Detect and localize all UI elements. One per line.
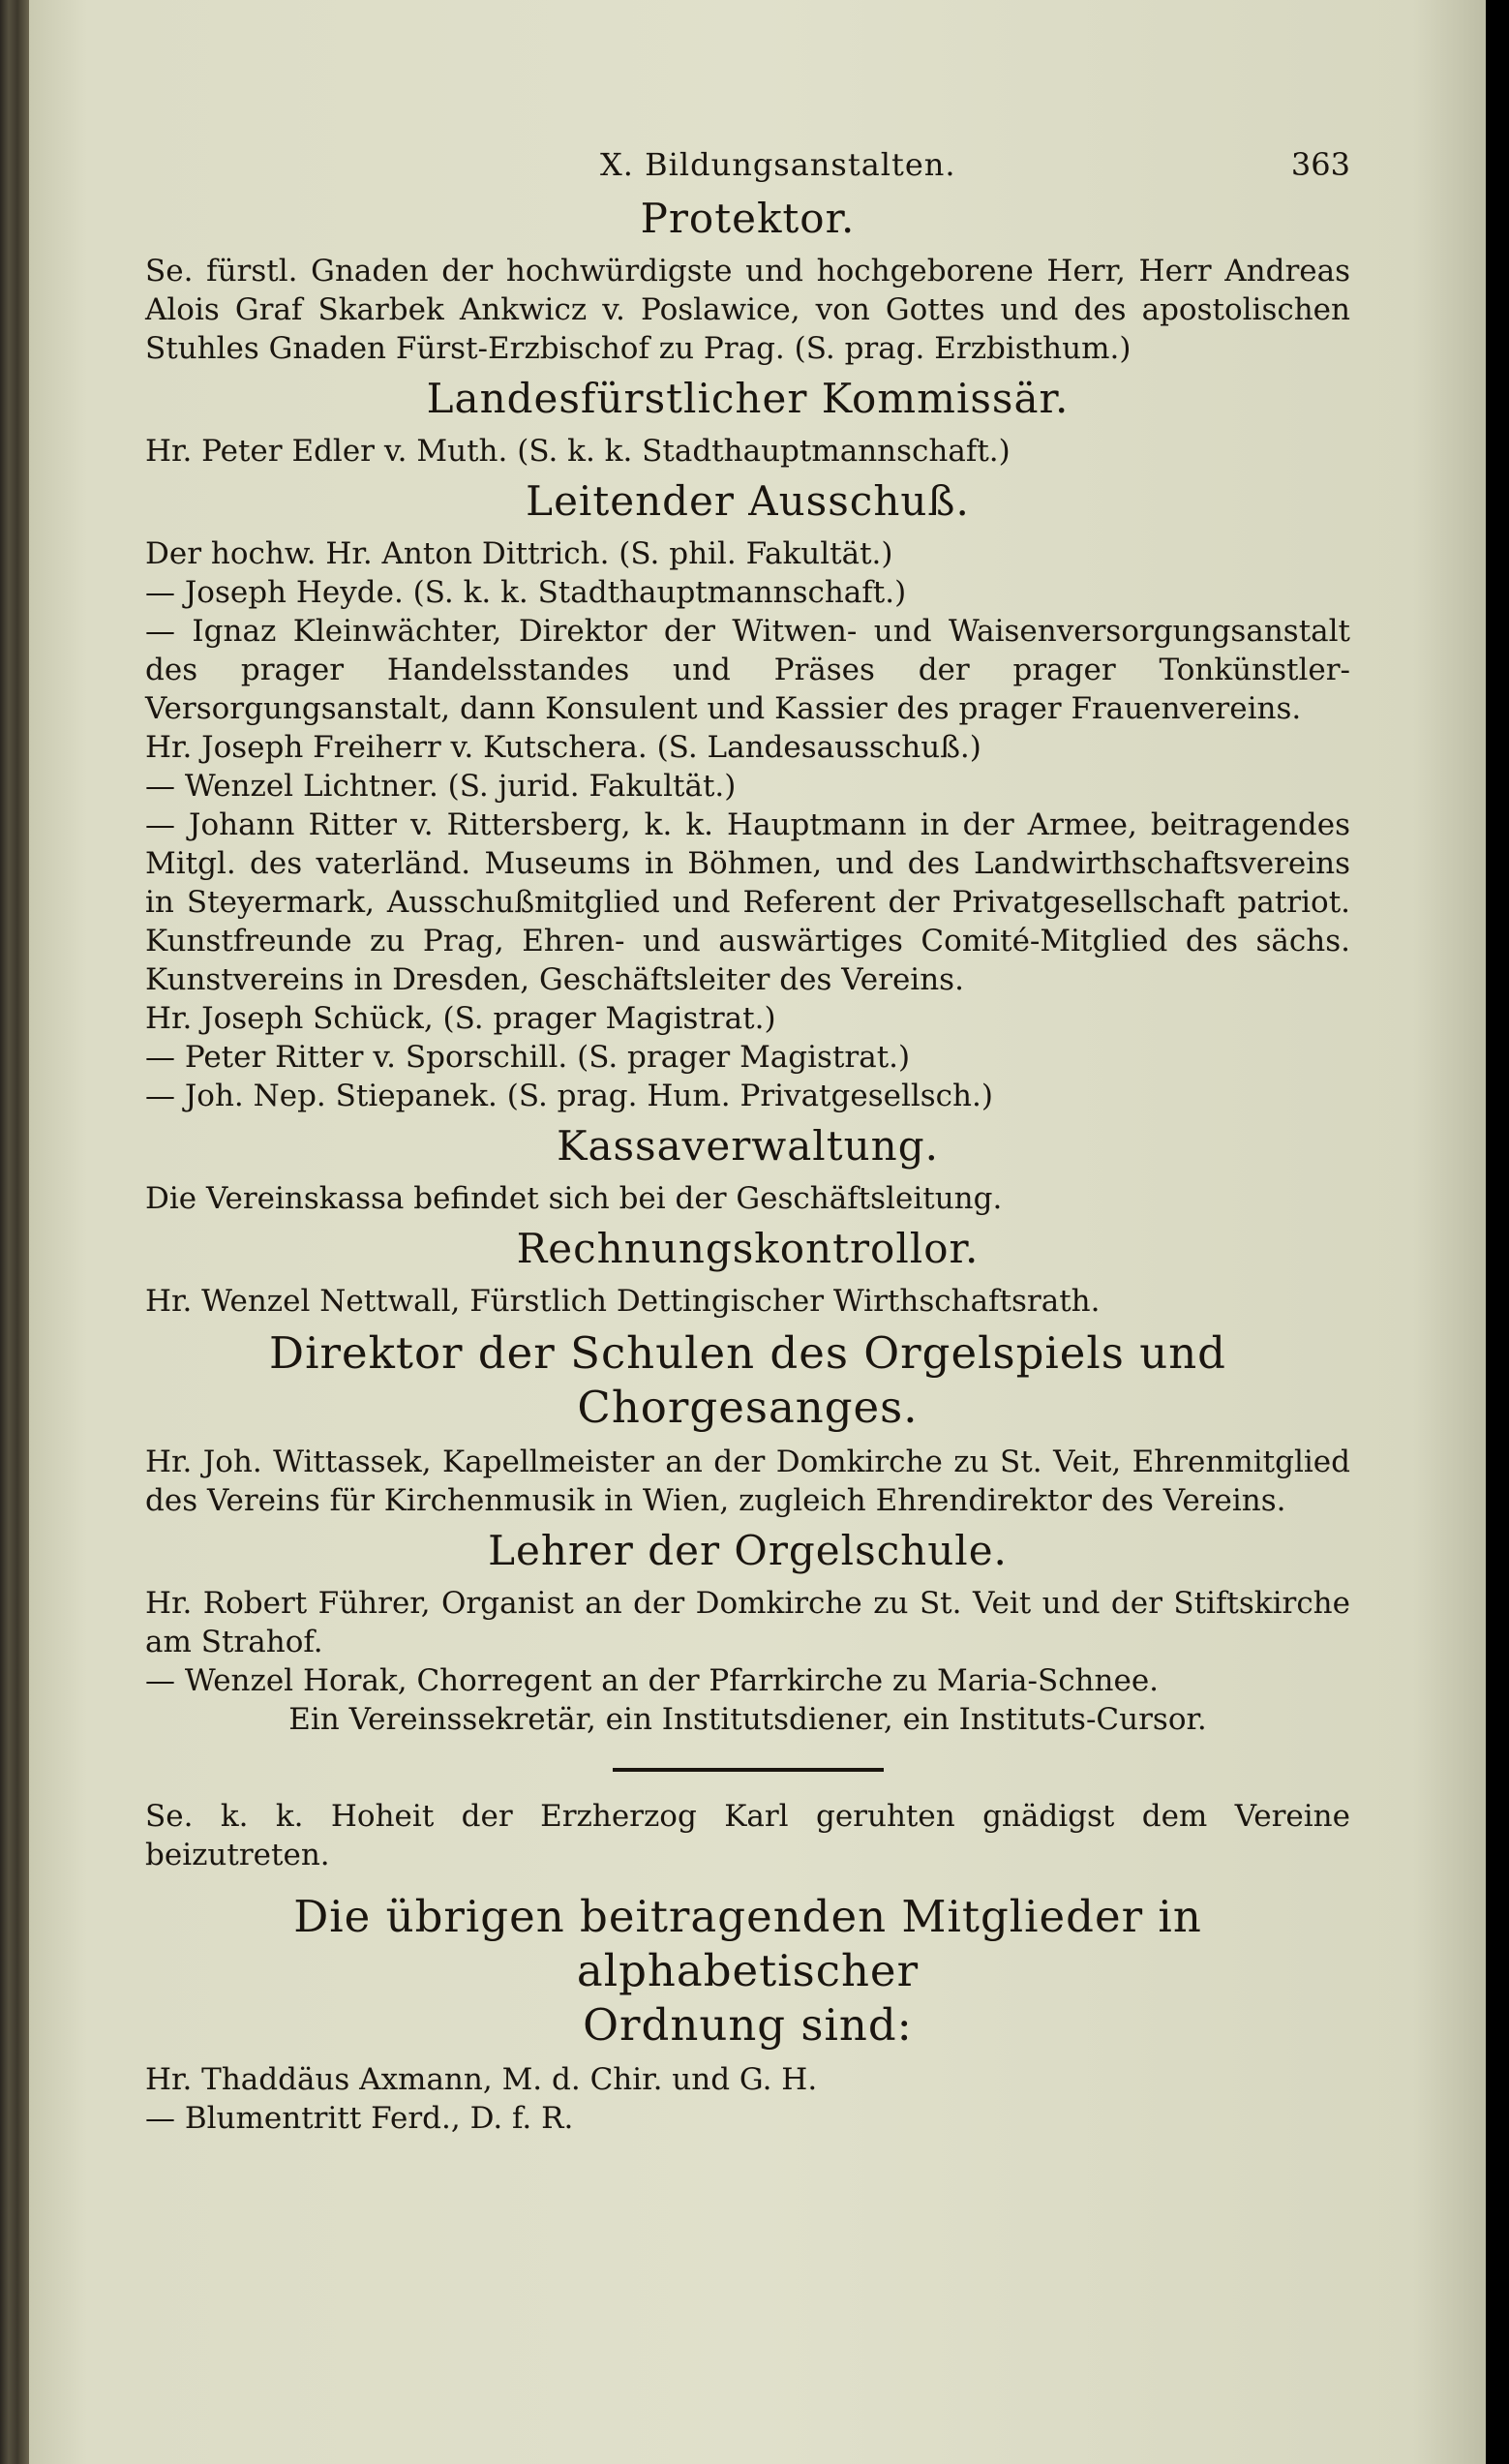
members-heading-line2: Ordnung sind:: [583, 1999, 913, 2051]
ausschuss-entry: — Johann Ritter v. Rittersberg, k. k. Hauptmann in der Armee, beitragendes Mitgl. des vaterländ. Museums in Böhmen, und des Landwirthschaftsvereins in Steyermark, Ausschußmitglied und Referent der Privatgesellschaft patriot. Kunstfreunde zu Prag, Ehren- und auswärtiges Comité-Mitglied des sächs. Kunstvereins in Dresden, Geschäftsleiter des Vereins.: [145, 807, 1350, 997]
ausschuss-entry: — Ignaz Kleinwächter, Direktor der Witwen- und Waisenversorgungsanstalt des prager Handelsstandes und Präses der prager Tonkünstler-Versorgungsanstalt, dann Konsulent und Kassier des prager Frauenvereins.: [145, 614, 1350, 726]
section-heading-kassaverwaltung: Kassaverwaltung.: [557, 1122, 939, 1170]
archduke-paragraph: Se. k. k. Hoheit der Erzherzog Karl geruhten gnädigst dem Vereine beizutreten.: [145, 1799, 1350, 1872]
ausschuss-entry: — Peter Ritter v. Sporschill. (S. prager Magistrat.): [145, 1040, 911, 1075]
running-head-title: X. Bildungsanstalten.: [600, 146, 956, 183]
member-entry: — Blumentritt Ferd., D. f. R.: [145, 2101, 574, 2136]
kassaverwaltung-entry: Die Vereinskassa befindet sich bei der Geschäftsleitung.: [145, 1181, 1003, 1216]
section-heading-protektor: Protektor.: [640, 195, 856, 242]
ausschuss-entry: Der hochw. Hr. Anton Dittrich. (S. phil. Fakultät.): [145, 536, 893, 571]
book-binding-edge: [0, 0, 29, 2464]
ausschuss-entry: Hr. Joseph Schück, (S. prager Magistrat.): [145, 1001, 776, 1036]
members-heading-line1: Die übrigen beitragenden Mitglieder in alphabetischer: [293, 1891, 1202, 1996]
book-page: [29, 0, 1486, 2464]
member-entry: Hr. Thaddäus Axmann, M. d. Chir. und G. H.: [145, 2062, 818, 2097]
section-heading-ausschuss: Leitender Ausschuß.: [526, 477, 970, 525]
ausschuss-entry: — Joh. Nep. Stiepanek. (S. prag. Hum. Privatgesellsch.): [145, 1079, 993, 1113]
ausschuss-entry: — Wenzel Lichtner. (S. jurid. Fakultät.): [145, 769, 737, 804]
section-heading-direktor: Direktor der Schulen des Orgelspiels und Chorgesanges.: [269, 1327, 1226, 1433]
section-heading-rechnungskontrollor: Rechnungskontrollor.: [516, 1225, 980, 1272]
page-number: 363: [1290, 146, 1350, 183]
ausschuss-entry: — Joseph Heyde. (S. k. k. Stadthauptmannschaft.): [145, 575, 907, 610]
running-head: [145, 145, 1350, 184]
rechnungskontrollor-entry: Hr. Wenzel Nettwall, Fürstlich Dettingischer Wirthschaftsrath.: [145, 1284, 1101, 1319]
ausschuss-entry: Hr. Joseph Freiherr v. Kutschera. (S. Landesausschuß.): [145, 730, 981, 765]
staff-line: Ein Vereinssekretär, ein Institutsdiener, ein Instituts-Cursor.: [288, 1702, 1207, 1737]
lehrer-entry: — Wenzel Horak, Chorregent an der Pfarrkirche zu Maria-Schnee.: [145, 1663, 1160, 1698]
kommissaer-entry: Hr. Peter Edler v. Muth. (S. k. k. Stadthauptmannschaft.): [145, 434, 1011, 469]
direktor-entry: Hr. Joh. Wittassek, Kapellmeister an der Domkirche zu St. Veit, Ehrenmitglied des Vereins für Kirchenmusik in Wien, zugleich Ehrendirektor des Vereins.: [145, 1445, 1350, 1518]
section-heading-kommissaer: Landesfürstlicher Kommissär.: [426, 375, 1070, 422]
protektor-entry: Se. fürstl. Gnaden der hochwürdigste und hochgeborene Herr, Herr Andreas Alois Graf Skarbek Ankwicz v. Poslawice, von Gottes und des apostolischen Stuhles Gnaden Fürst-Erzbischof zu Prag. (S. prag. Erzbisthum.): [145, 254, 1350, 366]
lehrer-entry: Hr. Robert Führer, Organist an der Domkirche zu St. Veit und der Stiftskirche am Strahof.: [145, 1586, 1350, 1659]
section-heading-lehrer: Lehrer der Orgelschule.: [488, 1527, 1008, 1574]
horizontal-rule: [613, 1768, 884, 1772]
page-text: [145, 145, 1350, 2138]
